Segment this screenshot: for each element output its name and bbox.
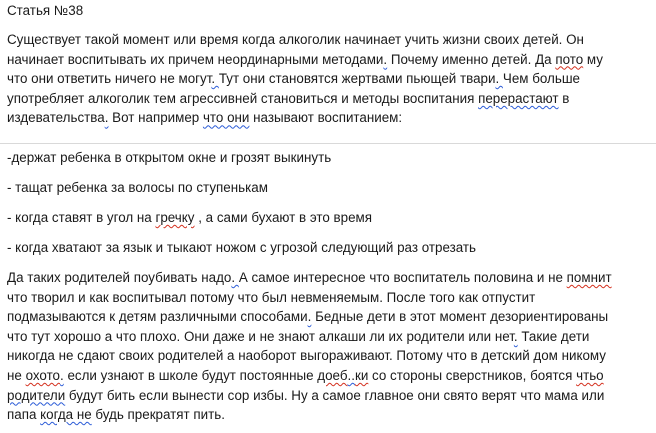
text-run: Такие дети <box>517 328 590 344</box>
spelling-underline: гречку <box>155 210 195 225</box>
text-line <box>7 405 655 425</box>
text-run: в <box>558 90 570 106</box>
text-run: употребляет алкоголик тем агрессивней становиться и методы воспитания <box>7 90 479 106</box>
spelling-underline: пото <box>555 51 584 67</box>
grammar-underline: родители <box>7 387 66 403</box>
text-run: - когда ставят в угол на <box>7 210 156 225</box>
spelling-underline: ки <box>354 367 369 383</box>
text-run: папа <box>7 407 41 423</box>
text-line <box>7 108 655 128</box>
list-item <box>7 208 372 227</box>
spelling-underline: чтьо <box>576 367 604 383</box>
text-run: издевательства <box>7 110 105 126</box>
text-line <box>7 268 655 288</box>
text-run: будут бить если вынести сор избы. Ну а самое главное они свято верят что мама или <box>65 387 605 403</box>
text-run: никогда не сдают своих родителей а наоборот выгораживают. Потому что в детский дом никому <box>7 348 606 364</box>
text-line <box>7 327 655 347</box>
grammar-underline: . <box>307 309 312 325</box>
text-line <box>7 346 655 366</box>
text-run: со стороны сверстников, боятся <box>368 367 577 383</box>
text-run: Тут они становятся жертвами пьющей твари <box>218 71 496 87</box>
text-run: что они ответить ничего не могут <box>7 71 212 87</box>
spelling-underline: доеб <box>317 367 348 383</box>
list-item: - когда хватают за язык и тыкают ножом с угрозой следующий раз отрезать <box>7 240 477 255</box>
article-title: Статья №38 <box>7 3 84 18</box>
spelling-underline: охото <box>25 367 61 383</box>
grammar-underline: что они <box>202 110 250 126</box>
text-run: Да таких родителей поубивать надо <box>7 270 232 285</box>
text-run: будь прекратят пить. <box>91 407 225 423</box>
text-run: Бедные дети в этот момент дезориентированы <box>311 309 609 325</box>
text-run: , а сами бухают в это время <box>194 210 373 225</box>
text-run: Существует такой момент или время когда алкоголик начинает учить жизни своих детей. Он <box>7 32 584 47</box>
spelling-underline: помнит <box>566 270 612 285</box>
text-run: му <box>583 51 603 67</box>
list-item: -держат ребенка в открытом окне и грозят выкинуть <box>7 150 332 165</box>
section-divider <box>0 143 656 144</box>
text-line <box>7 50 655 70</box>
text-line <box>7 89 655 109</box>
closing-paragraph <box>7 268 655 425</box>
grammar-underline: . <box>513 328 518 344</box>
text-line <box>7 288 655 308</box>
text-run: если узнают в школе будут постоянные <box>63 367 318 383</box>
grammar-underline: . <box>211 71 219 87</box>
grammar-underline: . <box>60 367 64 383</box>
text-line <box>7 366 655 386</box>
text-run: называют воспитанием: <box>249 110 403 126</box>
grammar-underline: . <box>495 71 503 87</box>
text-run: А самое интересное что воспитатель половина и не <box>238 270 567 285</box>
text-run: не <box>7 367 26 383</box>
text-run: Почему именно детей. Да <box>387 51 556 67</box>
text-line <box>7 30 655 50</box>
text-run: Вот например <box>108 110 203 126</box>
text-line <box>7 386 655 406</box>
list-item: - тащат ребенка за волосы по ступенькам <box>7 180 268 195</box>
grammar-underline: . <box>104 110 109 126</box>
text-run: что тут хорошо а что плохо. Они даже и не знают алкаши ли их родители или нет <box>7 328 514 344</box>
text-line <box>7 307 655 327</box>
text-run: Чем больше <box>502 71 581 87</box>
text-run: что творил и как воспитывал потому что был невменяемым. После того как отпустит <box>7 289 536 305</box>
intro-paragraph <box>7 30 655 128</box>
grammar-underline: перерастают <box>478 90 559 106</box>
grammar-underline: . <box>231 270 239 285</box>
grammar-underline: . <box>383 51 388 67</box>
text-line <box>7 69 655 89</box>
text-run: начинает воспитывать их причем неординарными методами <box>7 51 384 67</box>
text-run: подмазываются к детям различными способами <box>7 309 308 325</box>
grammar-underline: когда не <box>40 407 92 423</box>
grammar-underline: .. <box>347 367 355 383</box>
